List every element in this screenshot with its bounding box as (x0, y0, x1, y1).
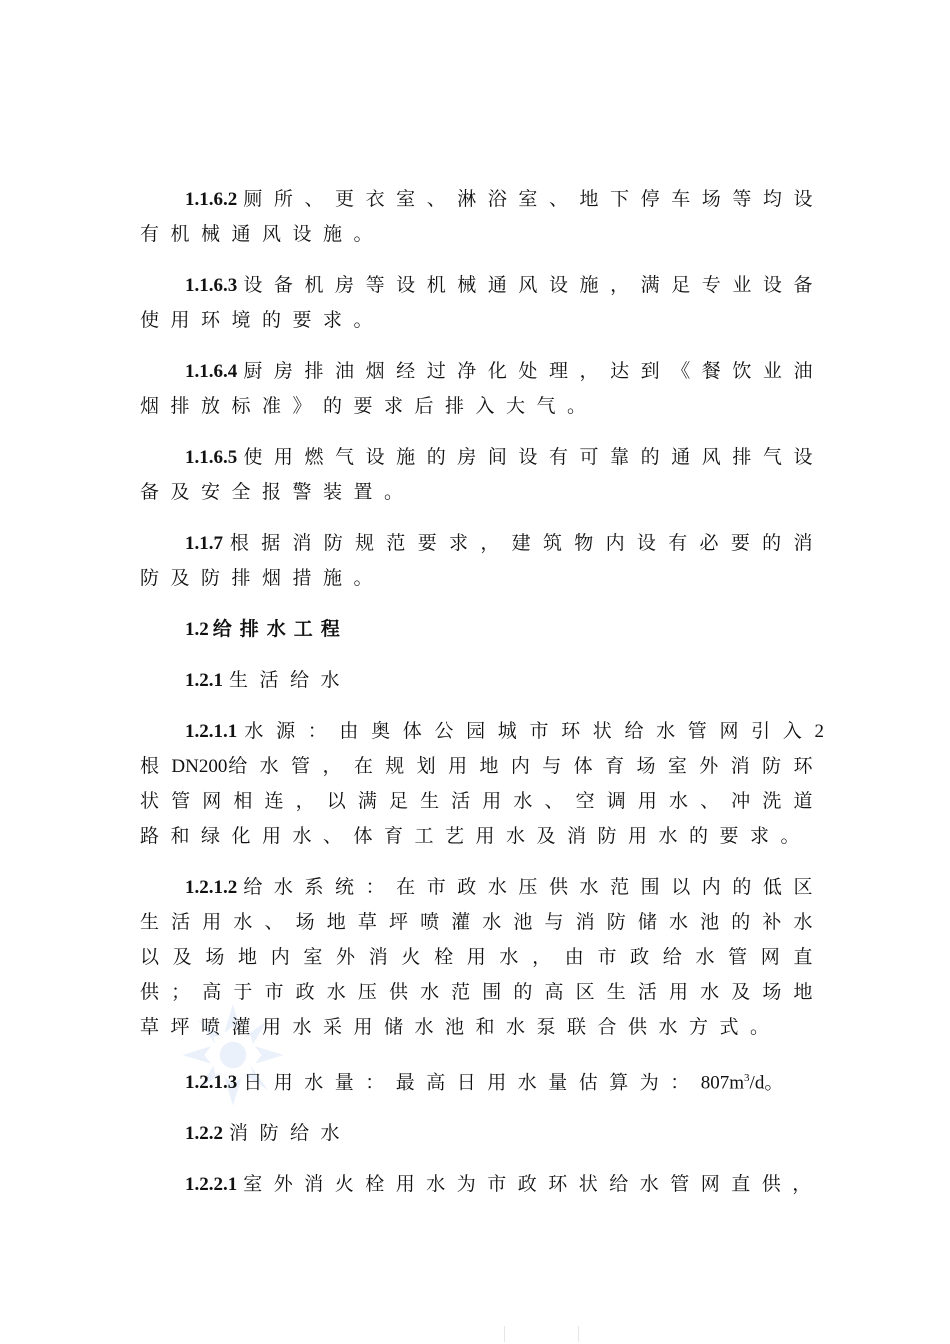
paragraph-1-1-6-3 (140, 268, 824, 338)
section-number: 1.2.2.1 (185, 1174, 238, 1196)
paragraph-text: 厨房排油烟经过净化处理，达到《餐饮业油烟排放标准》的要求后排入大气。 (140, 361, 824, 417)
section-title: 生活给水 (229, 670, 352, 691)
section-number: 1.2.2 (185, 1123, 223, 1145)
pipe-count: 2 (814, 721, 824, 742)
document-body (140, 182, 824, 1218)
section-number: 1.2.1 (185, 670, 223, 691)
water-volume-unit: /d (749, 1072, 765, 1094)
footer-tick (578, 1326, 579, 1342)
subsection-heading-1-2-2 (140, 1116, 824, 1151)
section-number: 1.2.1.3 (185, 1072, 238, 1094)
section-title: 给排水工程 (212, 619, 348, 640)
section-number: 1.2 (185, 619, 209, 640)
paragraph-1-1-6-5 (140, 440, 824, 510)
section-number: 1.1.6.5 (185, 447, 238, 468)
paragraph-text: 使用燃气设施的房间设有可靠的通风排气设备及安全报警装置。 (140, 447, 824, 503)
water-volume-value: 807m (700, 1072, 745, 1094)
paragraph-text: 根据消防规范要求，建筑物内设有必要的消防及防排烟措施。 (140, 533, 824, 589)
paragraph-text: 日用水量：最高日用水量估算为： (243, 1072, 701, 1094)
section-heading-1-2 (140, 612, 824, 647)
paragraph-1-1-6-2 (140, 182, 824, 252)
paragraph-end-punctuation: 。 (764, 1072, 795, 1094)
section-number: 1.1.7 (185, 533, 223, 554)
paragraph-text: 厕所、更衣室、淋浴室、地下停车场等均设有机械通风设施。 (140, 189, 824, 245)
section-number: 1.1.6.4 (185, 361, 238, 382)
paragraph-1-2-2-1 (140, 1167, 824, 1202)
paragraph-text: 根 (140, 756, 172, 777)
paragraph-text: 室外消火栓用水为市政环状给水管网直供， (243, 1174, 823, 1196)
footer-marks (498, 1326, 588, 1344)
paragraph-1-2-1-1 (140, 714, 824, 854)
paragraph-text: 给水管，在规划用地内与体育场室外消防环状管网相连，以满足生活用水、空调用水、冲洗道路和绿化用水、体育工艺用水及消防用水的要求。 (140, 756, 824, 847)
subsection-heading-1-2-1 (140, 663, 824, 698)
section-title: 消防给水 (229, 1123, 352, 1145)
section-number: 1.1.6.3 (185, 275, 238, 296)
footer-tick (504, 1326, 505, 1342)
paragraph-1-1-6-4 (140, 354, 824, 424)
section-number: 1.2.1.1 (185, 721, 238, 742)
paragraph-text: 设备机房等设机械通风设施，满足专业设备使用环境的要求。 (140, 275, 824, 331)
paragraph-text: 给水系统：在市政水压供水范围以内的低区生活用水、场地草坪喷灌水池与消防储水池的补水以及场地内室外消火栓用水，由市政给水管网直供；高于市政水压供水范围的高区生活用水及场地草坪喷灌用水采用储水池和水泵联合供水方式。 (140, 877, 824, 1038)
section-number: 1.2.1.2 (185, 877, 238, 898)
paragraph-1-1-7 (140, 526, 824, 596)
section-number: 1.1.6.2 (185, 189, 238, 210)
superscript-exponent: 3 (744, 1072, 750, 1084)
pipe-size: DN200 (171, 756, 228, 777)
paragraph-1-2-1-2 (140, 870, 824, 1045)
paragraph-text: 水源：由奥体公园城市环状给水管网引入 (243, 721, 815, 742)
paragraph-1-2-1-3 (140, 1061, 824, 1100)
